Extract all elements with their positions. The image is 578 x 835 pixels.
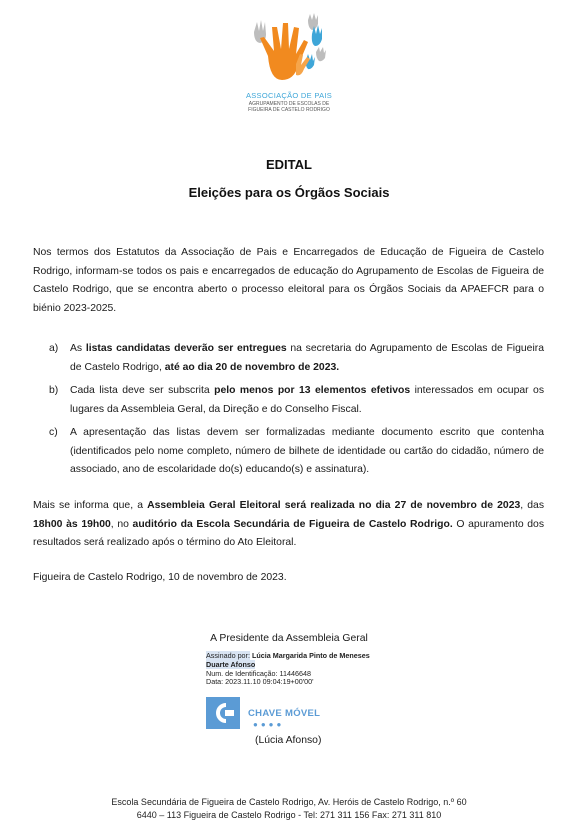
hands-logo-icon <box>246 12 332 90</box>
list-item-text: As listas candidatas deverão ser entregues na secretaria do Agrupamento de Escolas de Figueira de Castelo Rodrigo, até ao dia 20 de novembro de 2023. <box>70 343 545 373</box>
document-subtitle: Eleições para os Órgãos Sociais <box>188 185 390 200</box>
signer-name-continued: Duarte Afonso <box>206 659 256 669</box>
chave-movel-label: CHAVE MÓVEL <box>248 708 321 719</box>
chave-movel-dots: ●●●● <box>253 720 285 729</box>
info-paragraph: Mais se informa que, a Assembleia Geral Eleitoral será realizada no dia 27 de novembro de 2023, das 18h00 às 19h00, no auditório da Escola Secundária de Figueira de Castelo Rodrigo. O apuramento dos resultados será realizado após o término do Ato Eleitoral. <box>33 500 545 548</box>
signer-name: Lúcia Margarida Pinto de Meneses <box>251 651 370 660</box>
document-title: EDITAL <box>266 157 312 172</box>
chave-movel-logo-icon <box>206 697 240 729</box>
list-item-text: A apresentação das listas devem ser formalizadas mediante documento escrito que contenha (identificados pelo nome completo, número de bilhete de identidade ou cartão do cidadão, número de associado, ano de escolaridade do(s) educando(s) e assinatura). <box>70 427 544 475</box>
logo-subtitle-line-2: FIGUEIRA DE CASTELO RODRIGO <box>248 107 330 113</box>
date-line: Figueira de Castelo Rodrigo, 10 de novembro de 2023. <box>33 572 287 583</box>
chave-movel-badge <box>206 697 336 729</box>
intro-paragraph: Nos termos dos Estatutos da Associação de Pais e Encarregados de Educação de Figueira de Castelo Rodrigo, informam-se todos os pais e encarregados de educação do Agrupamento de Escolas de Figueira de Castelo Rodrigo, que se encontra aberto o processo eleitoral para os Órgãos Sociais da APAEFCR para o biénio 2023-2025. <box>33 247 544 314</box>
association-logo <box>232 12 346 116</box>
signer-id: Num. de Identificação: 11446648 <box>206 668 311 678</box>
signatory-name: (Lúcia Afonso) <box>255 735 322 746</box>
list-marker: a) <box>49 343 59 354</box>
signed-by-label: Assinado por: <box>206 651 250 660</box>
footer-address-line: Escola Secundária de Figueira de Castelo Rodrigo, Av. Heróis de Castelo Rodrigo, n.º 60 <box>111 797 467 807</box>
signature-date: Data: 2023.11.10 09:04:19+00'00' <box>206 677 314 687</box>
logo-subtitle-line-1: AGRUPAMENTO DE ESCOLAS DE <box>248 101 330 107</box>
list-marker: b) <box>49 385 59 396</box>
list-item-text: Cada lista deve ser subscrita pelo menos por 13 elementos efetivos interessados em ocupar os lugares da Assembleia Geral, da Direção e do Conselho Fiscal. <box>70 385 545 415</box>
list-item <box>49 424 544 480</box>
footer-contact-line: 6440 – 113 Figueira de Castelo Rodrigo - Tel: 271 311 156 Fax: 271 311 810 <box>136 810 442 820</box>
list-marker: c) <box>49 427 58 438</box>
signature-role: A Presidente da Assembleia Geral <box>210 633 368 644</box>
logo-title: ASSOCIAÇÃO DE PAIS <box>245 91 333 100</box>
list-item <box>49 340 544 377</box>
digital-signature-block <box>206 652 370 687</box>
list-item <box>49 382 544 419</box>
